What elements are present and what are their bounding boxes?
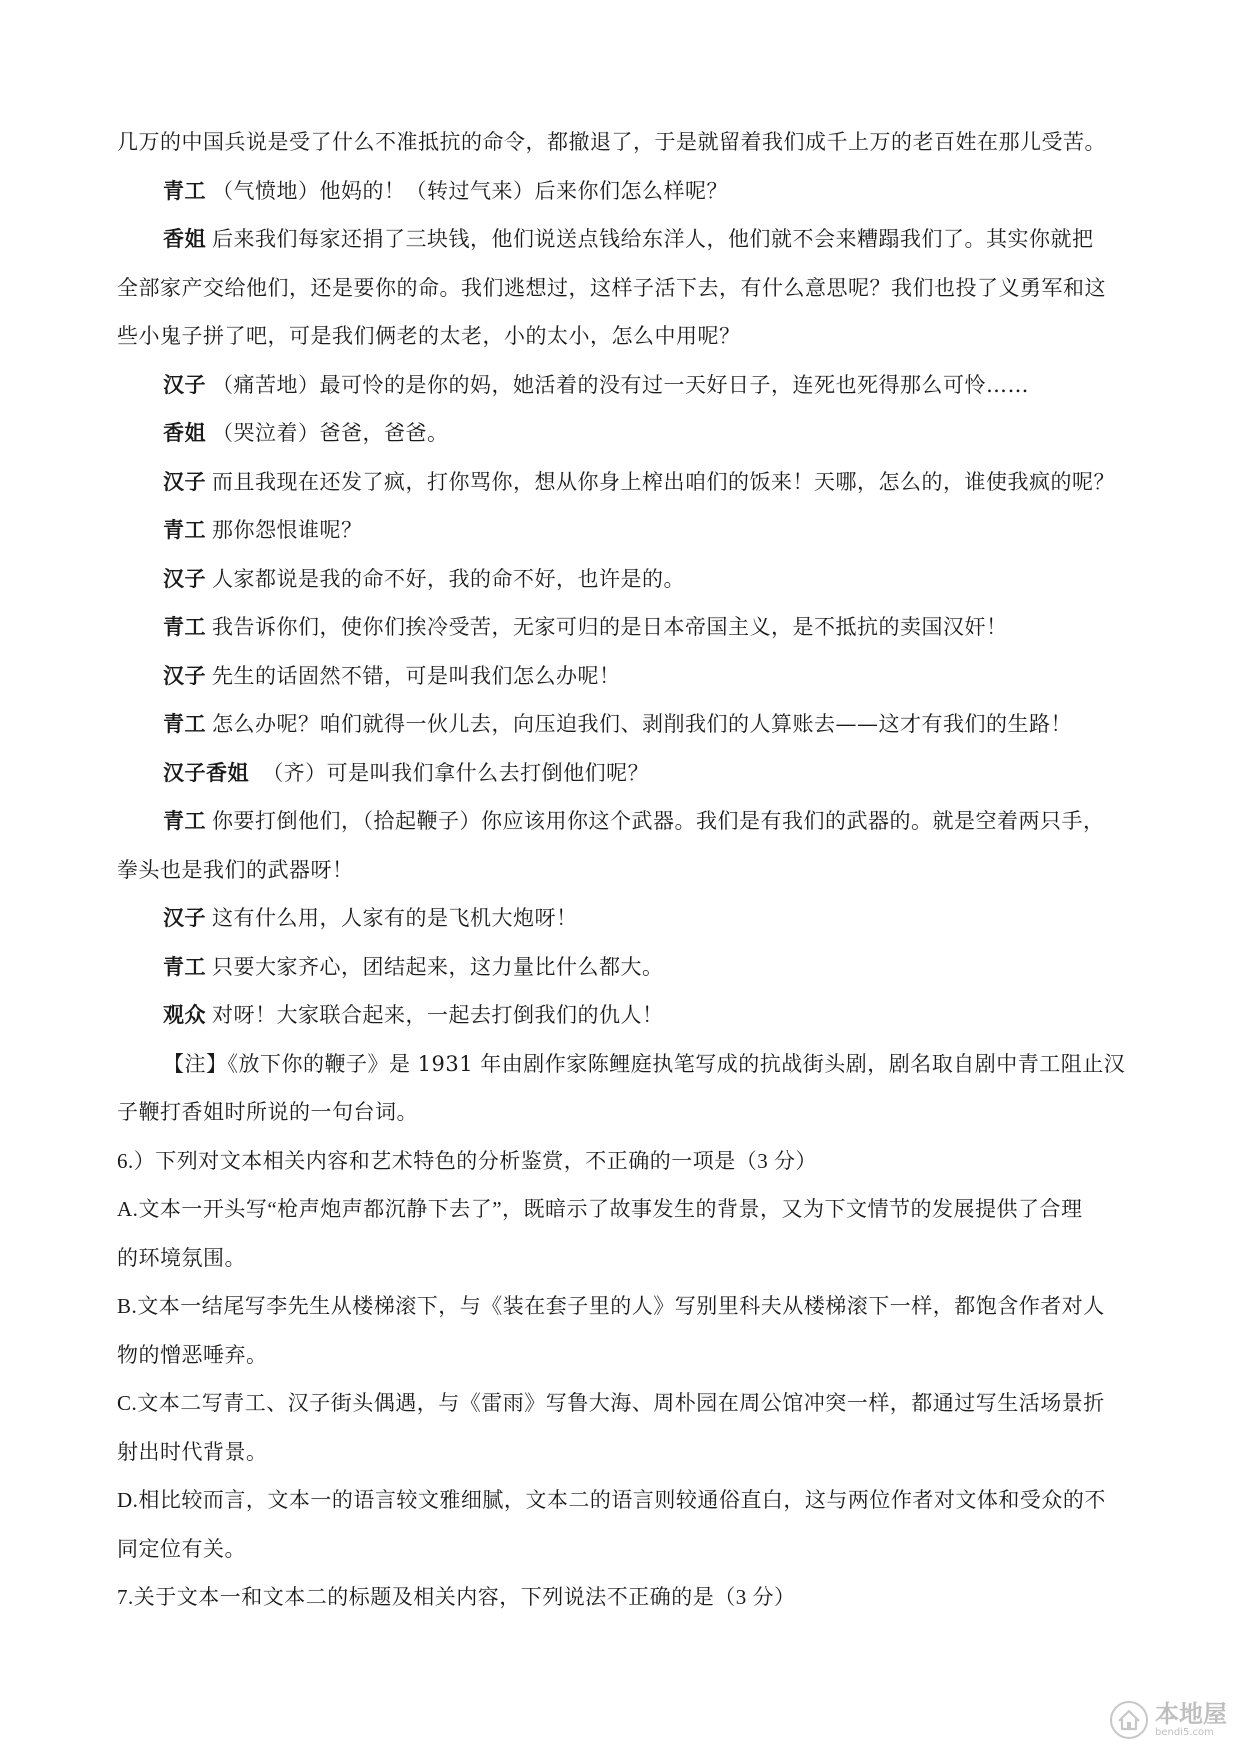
dialogue-text: 人家都说是我的命不好，我的命不好，也许是的。 — [212, 566, 685, 591]
speaker-name: 汉子 — [163, 663, 206, 688]
note-line: 【注】《放下你的鞭子》是 1931 年由剧作家陈鲤庭执笔写成的抗战街头剧，剧名取自剧中青工阻止汉 — [163, 1051, 1126, 1076]
dialogue-text: （齐）可是叫我们拿什么去打倒他们呢？ — [262, 760, 650, 785]
dialogue-line — [117, 409, 1129, 458]
note-line: 子鞭打香姐时所说的一句台词。 — [117, 1100, 418, 1124]
speaker-name: 香姐 — [163, 227, 206, 251]
dialogue-line — [117, 991, 1129, 1040]
dialogue-section — [117, 118, 1129, 1137]
document-page — [117, 118, 1129, 1622]
speaker-name: 汉子 — [163, 906, 206, 930]
dialogue-text: 怎么办呢？咱们就得一伙儿去，向压迫我们、剥削我们的人算账去——这才有我们的生路！ — [212, 712, 1072, 736]
speaker-name: 汉子 — [163, 469, 206, 494]
option-d: D.相比较而言，文本一的语言较文雅细腻，文本二的语言则较通俗直白，这与两位作者对文体和受众的不 — [117, 1488, 1106, 1512]
dialogue-line — [117, 652, 1129, 701]
text-line: 些小鬼子拼了吧，可是我们俩老的太老，小的太小，怎么中用呢？ — [117, 324, 741, 348]
dialogue-text: （气愤地）他妈的！（转过气来）后来你们怎么样呢？ — [212, 178, 728, 203]
dialogue-line — [117, 700, 1129, 749]
questions-section — [117, 1137, 1129, 1622]
speaker-name: 香姐 — [163, 421, 206, 445]
speaker-name: 青工 — [163, 518, 206, 542]
option-a-cont: 的环境氛围。 — [117, 1245, 246, 1270]
dialogue-text: 后来我们每家还捐了三块钱，他们说送点钱给东洋人，他们就不会来糟蹋我们了。其实你就把 — [212, 227, 1094, 251]
watermark-text — [1155, 1701, 1227, 1739]
dialogue-text: 对呀！大家联合起来，一起去打倒我们的仇人！ — [212, 1003, 664, 1027]
speaker-name: 汉子香姐 — [163, 760, 249, 785]
speaker-name: 青工 — [163, 712, 206, 736]
speaker-name: 青工 — [163, 178, 206, 203]
dialogue-line — [117, 894, 1129, 943]
dialogue-line — [117, 167, 1129, 216]
text-line: 拳头也是我们的武器呀！ — [117, 857, 354, 882]
watermark-title: 本地屋 — [1155, 1700, 1227, 1728]
dialogue-text: 这有什么用，人家有的是飞机大炮呀！ — [212, 906, 578, 930]
dialogue-text: （痛苦地）最可怜的是你的妈，她活着的没有过一天好日子，连死也死得那么可怜…… — [212, 372, 1029, 397]
speaker-name: 青工 — [163, 954, 206, 979]
dialogue-line — [117, 603, 1129, 652]
watermark-url: bendi5.com — [1155, 1727, 1214, 1738]
question-6: 6.）下列对文本相关内容和艺术特色的分析鉴赏，不正确的一项是（3 分） — [117, 1148, 817, 1173]
dialogue-line — [117, 506, 1129, 555]
option-a: A.文本一开头写“枪声炮声都沉静下去了”，既暗示了故事发生的背景，又为下文情节的发展提供了合理 — [117, 1197, 1083, 1221]
dialogue-text: 先生的话固然不错，可是叫我们怎么办呢！ — [212, 663, 621, 688]
option-b: B.文本一结尾写李先生从楼梯滚下，与《装在套子里的人》写别里科夫从楼梯滚下一样，都饱含作者对人 — [117, 1294, 1105, 1318]
watermark — [1109, 1700, 1227, 1740]
speaker-name: 青工 — [163, 615, 206, 639]
speaker-name: 观众 — [163, 1003, 206, 1027]
dialogue-text: 你要打倒他们，（拾起鞭子）你应该用你这个武器。我们是有我们的武器的。就是空着两只手， — [212, 809, 1105, 833]
dialogue-line — [117, 555, 1129, 604]
dialogue-line — [117, 361, 1129, 410]
dialogue-text: 那你怨恨谁呢？ — [212, 518, 363, 542]
text-line: 全部家产交给他们，还是要你的命。我们逃想过，这样子活下去，有什么意思呢？我们也投了义勇军和这 — [117, 275, 1106, 300]
dialogue-line — [117, 797, 1129, 846]
dialogue-text: （哭泣着）爸爸，爸爸。 — [212, 421, 449, 445]
dialogue-text: 我告诉你们，使你们挨冷受苦，无家可归的是日本帝国主义，是不抵抗的卖国汉奸！ — [212, 615, 1008, 639]
dialogue-text: 而且我现在还发了疯，打你骂你，想从你身上榨出咱们的饭来！天哪，怎么的，谁使我疯的呢？ — [212, 469, 1115, 494]
dialogue-text: 只要大家齐心，团结起来，这力量比什么都大。 — [212, 954, 664, 979]
option-d-cont: 同定位有关。 — [117, 1536, 246, 1561]
dialogue-line — [117, 458, 1129, 507]
option-b-cont: 物的憎恶唾弃。 — [117, 1342, 268, 1367]
speaker-name: 汉子 — [163, 372, 206, 397]
option-c: C.文本二写青工、汉子街头偶遇，与《雷雨》写鲁大海、周朴园在周公馆冲突一样，都通过写生活场景折 — [117, 1391, 1105, 1415]
dialogue-line — [117, 215, 1129, 264]
option-c-cont: 射出时代背景。 — [117, 1439, 268, 1464]
text-line: 几万的中国兵说是受了什么不准抵抗的命令，都撤退了，于是就留着我们成千上万的老百姓在那儿受苦。 — [117, 130, 1106, 154]
question-7: 7.关于文本一和文本二的标题及相关内容，下列说法不正确的是（3 分） — [117, 1585, 796, 1609]
dialogue-line — [117, 749, 1129, 798]
speaker-name: 青工 — [163, 809, 206, 833]
speaker-name: 汉子 — [163, 566, 206, 591]
dialogue-line — [117, 943, 1129, 992]
house-icon — [1109, 1700, 1149, 1740]
